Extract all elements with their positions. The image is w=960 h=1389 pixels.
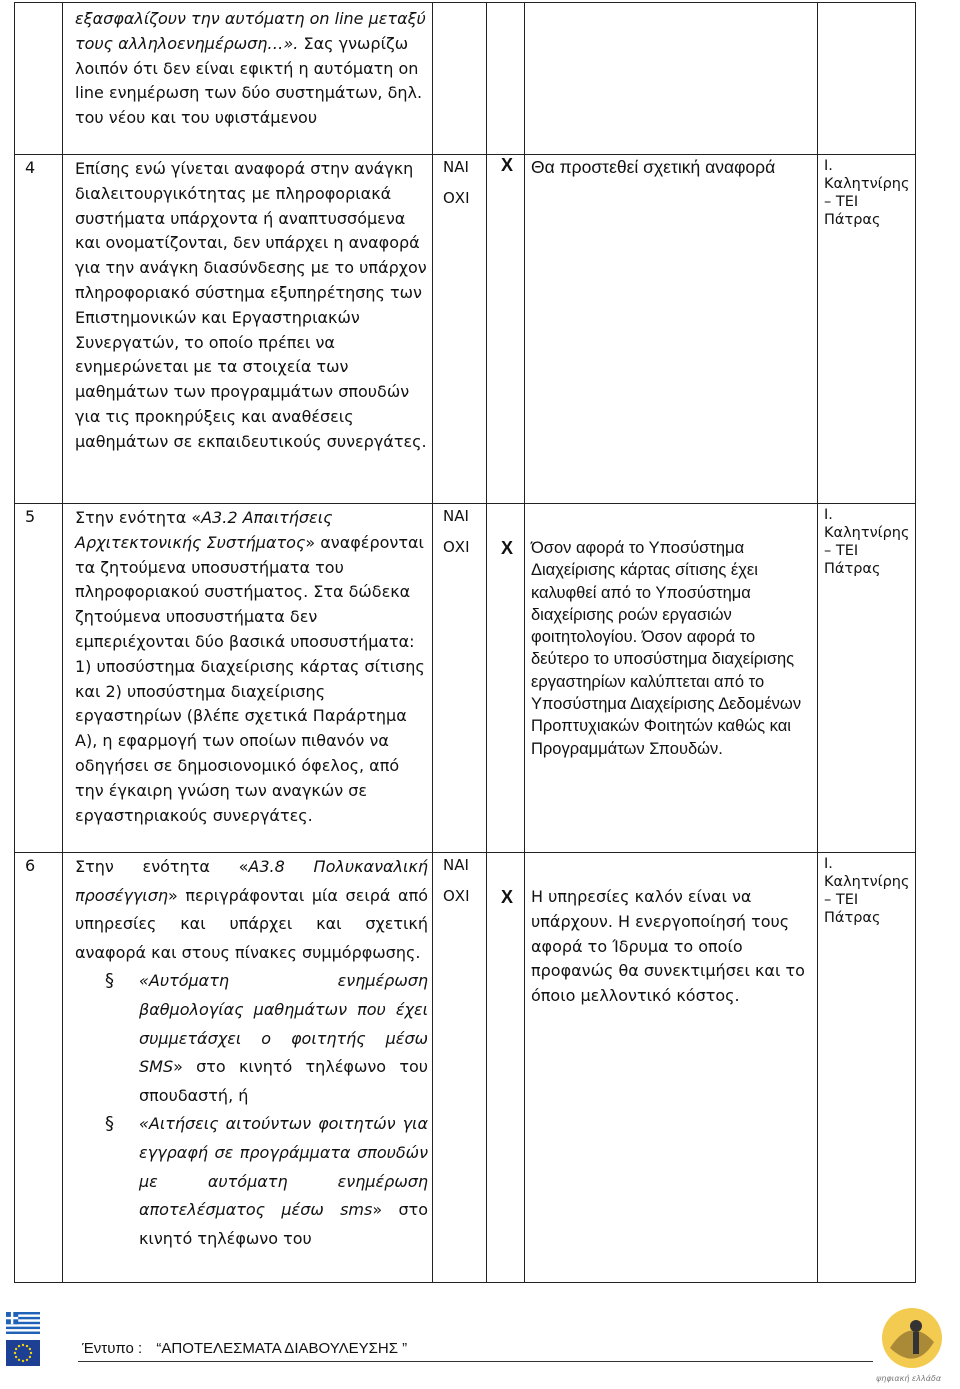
greek-flag-icon (6, 1312, 40, 1334)
page-footer (0, 1300, 960, 1389)
form-name: “ΑΠΟΤΕΛΕΣΜΑΤΑ ΔΙΑΒΟΥΛΕΥΣΗΣ ” (156, 1340, 408, 1357)
no-label: ΟΧΙ (443, 538, 470, 556)
consultation-table (14, 2, 916, 1283)
bullet-icon: § (105, 1113, 114, 1135)
row-text: » αναφέρονται τα ζητούμενα υποσυστήματα του πληροφοριακού συστήματος. Στα δώδεκα ζητούμενα υποσυστήματα δεν εμπεριέχονται δύο βασικά υποσυστήματα: 1) υποσύστημα διαχείρισης κάρτας σίτισης και 2) υποσύστημα διαχείρισης εργαστηρίων (βλέπε σχετικά Παράρτημα Α), η εφαρμογή των οποίων πιθανόν να οδηγήσει σε δημοσιονομικό όφελος, από την έγκαιρη γνώση των αναγκών σε εργαστηριακούς συνεργάτες. (75, 532, 425, 825)
row-text: Επίσης ενώ γίνεται αναφορά στην ανάγκη διαλειτουργικότητας με πληροφοριακά συστήματα υπάρχοντα ή αναπτυσσόμενα και ονοματίζονται, δεν υπάρχει η αναφορά για την ανάγκη διασύνδεσης με το υπάρχον πληροφοριακό σύστημα εξυπηρέτησης των Επιστημονικών και Εργαστηριακών Συνεργατών, το οποίο πρέπει να ενημερώνεται με τα στοιχεία των μαθημάτων των προγραμμάτων σπουδών για τις προκηρύξεις και αναθέσεις μαθημάτων σε εκπαιδευτικούς συνεργάτες. (75, 159, 427, 451)
yes-label: ΝΑΙ (443, 856, 469, 874)
x-mark-yes: X (501, 155, 514, 175)
list-item (75, 967, 428, 1110)
row-number: 4 (25, 158, 36, 177)
eu-flag-icon (6, 1340, 40, 1366)
digital-greece-logo (872, 1302, 956, 1384)
no-label: ΟΧΙ (443, 887, 470, 905)
continued-text-italic: εξασφαλίζουν την αυτόματη on line μεταξύ τους αλληλοενημέρωση…». (75, 9, 426, 53)
form-title (82, 1340, 407, 1357)
form-label: Έντυπο : (82, 1340, 143, 1357)
section-title: Α3.2 Απαιτήσεις Αρχιτεκτονικής Συστήματος (75, 508, 333, 552)
table-row (15, 155, 916, 504)
comment-text-cell (63, 3, 433, 155)
divider (78, 1361, 873, 1362)
continued-text: Σας γνωρίζω λοιπόν ότι δεν είναι εφικτή η αυτόματη on line ενημέρωση των δύο συστημάτων, δηλ. του νέου και του υφιστάμενου (75, 33, 423, 128)
list-item (75, 1110, 428, 1253)
yes-label: ΝΑΙ (443, 158, 469, 176)
response-comment: Η υπηρεσίες καλόν είναι να υπάρχουν. Η ενεργοποίησή τους αφορά το Ίδρυμα το οποίο προφανώς θα συνεκτιμήσει και το όποιο μελλοντικό κόστος. (531, 887, 805, 1006)
row-text-prefix: Στην ενότητα « (75, 508, 202, 527)
no-label: ΟΧΙ (443, 189, 470, 207)
respondent-name: Ι. Καλητνίρης – ΤΕΙ Πάτρας (824, 507, 910, 577)
bullet-text-italic: «Αιτήσεις αιτούντων φοιτητών για εγγραφή σε προγράμματα σπουδών με αυτόματη ενημέρωση αποτελέσματος μέσω sms (139, 1114, 428, 1220)
row-number: 5 (25, 507, 36, 526)
x-mark-no: X (501, 538, 514, 558)
respondent-name: Ι. Καλητνίρης – ΤΕΙ Πάτρας (824, 158, 910, 228)
respondent-name: Ι. Καλητνίρης – ΤΕΙ Πάτρας (824, 856, 910, 926)
yes-label: ΝΑΙ (443, 507, 469, 525)
x-mark-no: X (501, 887, 514, 907)
bullet-text: » στο κινητό τηλέφωνο του σπουδαστή, ή (139, 1057, 428, 1105)
bullet-text: » στο κινητό τηλέφωνο του (139, 1200, 429, 1248)
bullet-icon: § (105, 970, 114, 992)
response-comment: Όσον αφορά το Υποσύστημα Διαχείρισης κάρτας σίτισης έχει καλυφθεί από το Υποσύστημα διαχείρισης ροών εργασιών φοιτητολογίου. Όσον αφορά το δεύτερο το υποσύστημα διαχείρισης εργαστηρίων καλύπτεται από το Υποσύστημα Διαχείρισης Δεδομένων Προπτυχιακών Φοιτητών καθώς και Προγραμμάτων Σπουδών. (531, 539, 802, 758)
table-row (15, 853, 916, 1283)
table-row (15, 3, 916, 155)
bullet-text-italic: «Αυτόματη ενημέρωση βαθμολογίας μαθημάτων που έχει συμμετάσχει ο φοιτητής μέσω SMS (139, 971, 428, 1077)
response-comment: Θα προστεθεί σχετική αναφορά (531, 157, 776, 177)
logo-text: ψηφιακή ελλάδα (876, 1374, 942, 1383)
row-number-cell (15, 3, 63, 155)
section-title: Α3.8 Πολυκαναλική προσέγγιση (75, 857, 429, 905)
table-row (15, 504, 916, 853)
row-text-prefix: Στην ενότητα « (75, 857, 249, 876)
row-number: 6 (25, 856, 36, 875)
row-text: » περιγράφονται μία σειρά από υπηρεσίες και υπάρχει και σχετική αναφορά και στους πίνακες συμμόρφωσης. (75, 885, 428, 962)
